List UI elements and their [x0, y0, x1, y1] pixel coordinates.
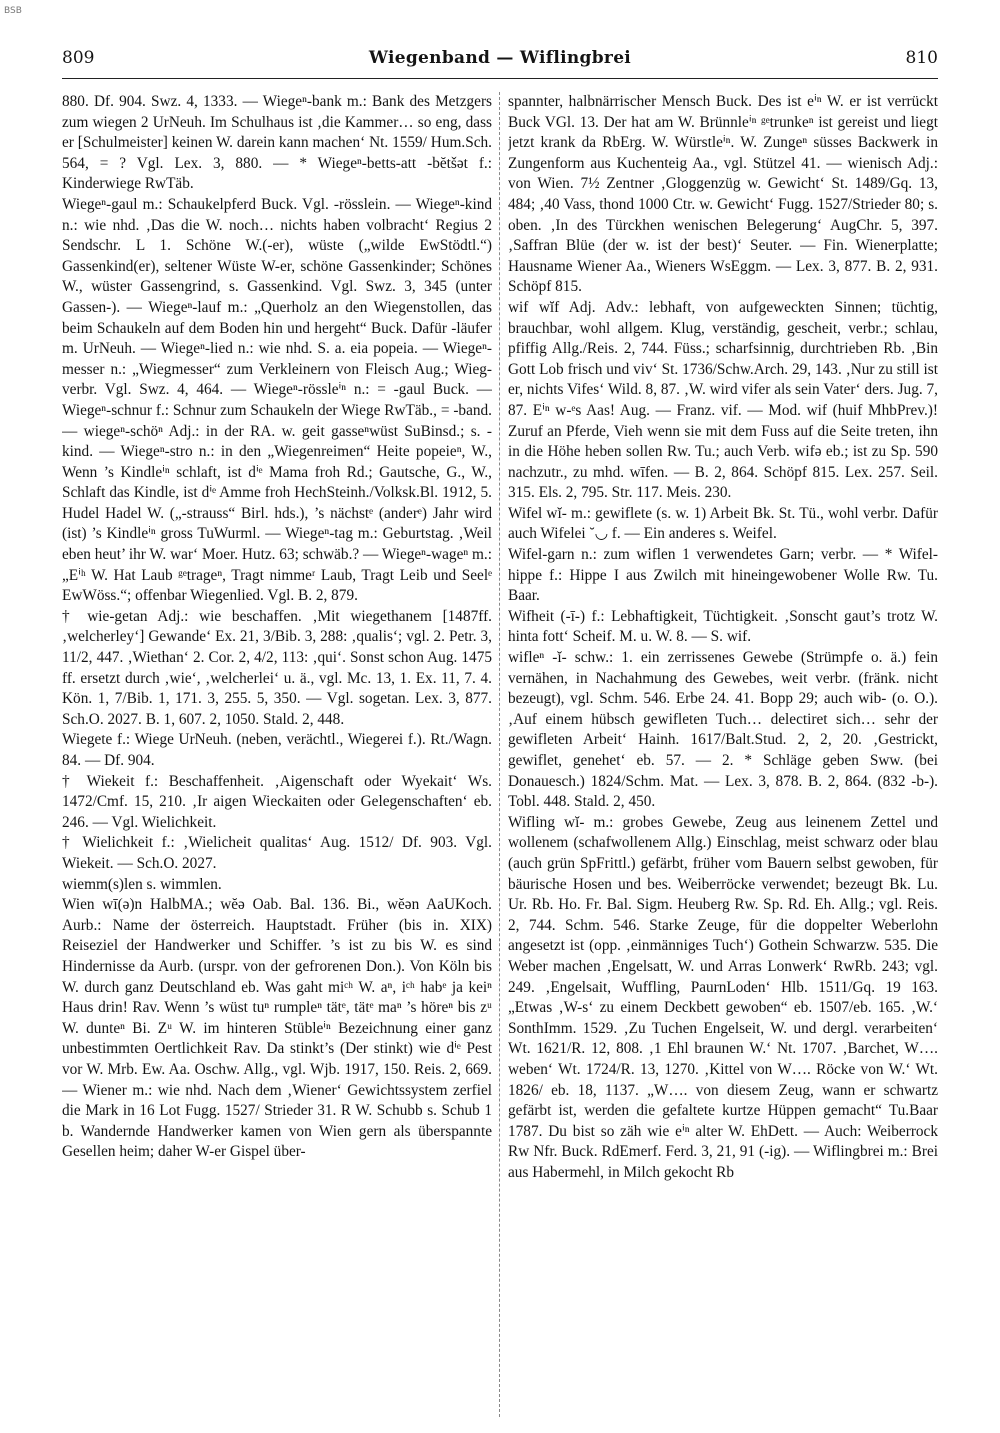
page-number-right: 810: [905, 48, 938, 68]
entry-wien-continued: spannter, halbnärrischer Mensch Buck. Des ist eⁱⁿ W. er ist verrückt Buck VGl. 13. Der hat am W. Brünnleⁱⁿ ᵍᵉtrunkeⁿ ist gereist und liegt jetzt krank da RbErg. W. Würstleⁱⁿ. W. Zungeⁿ süsses Backwerk in Zungenform aus Kuchenteig Aa., vgl. Stützel 41. — wienisch Adj.: von Wien. 7½ Zentner ‚Gloggenzüg w. Gewicht‘ St. 1489/Gq. 13, 484; ‚40 Vass, thond 1000 Ctr. w. Gewicht‘ Fugg. 1527/Strieder 80; s. oben. ‚In des Türckhen wenischen Belegerung‘ AugChr. 5, 397. ‚Saffran Blüe (der w. ist der best)‘ Seuter. — Fin. Wienerplatte; Hausname Wiener Aa., Wieners WsEggm. — Lex. 3, 877. B. 2, 931. Schöpf 815.: [508, 93, 938, 296]
entry-wiegete: Wiegete f.: Wiege UrNeuh. (neben, verächtl., Wiegerei f.). Rt./Wagn. 84. — Df. 904.: [62, 731, 492, 769]
entry-wifling: Wifling wĭ- m.: grobes Gewebe, Zeug aus leinenem Zettel und wollenem (schafwollenem Allg.) Einschlag, meist schwarz oder blau (auch grün SpFrittl.) gefärbt, früher vom Bauern selbst gewoben, für bäurische Hosen und bes. Weiberröcke verwendet; bezeugt Bk. Lu. Ur. Rb. Ho. Fr. Bal. Sigm. Heuberg Rw. Sp. Rd. Eh. Allg.; vgl. Reis. 2, 744. Schm. 546. Starke Zeuge, für die doppelter Weberlohn angesetzt ist (opp. ‚einmänniges Tuch‘) Gothein Schwarzw. 535. Die Weber machen ‚Engelsatt, W. und Arras Lonwerk‘ RwRb. 243; vgl. 249. ‚Engelsait, Wuffling, PaurnLoden‘ Hlb. 1511/Gq. 19 163. „Etwas ‚W-s‘ zu einem Deckbett gewoben“ eb. 1507/eb. 165. ‚W.‘ SonthImm. 1529. ‚Zu Tuchen Engelseit, W. und dergl. verarbeiten‘ Wt. 1621/R. 12, 808. ‚1 Ehl braunen W.‘ Nt. 1707. ‚Barchet, W…. weben‘ Wt. 1724/R. 13, 1270. ‚Kittel von W…. Röcke von W.‘ Wt. 1826/ eb. 18, 1137. „W…. von diesem Zeug, wann er schwartz gefärbt ist, werden die gefaltete kurtze Hüppen gemacht“ Tu.Baar 1787. Du bist so zäh wie eⁱⁿ alter W. EhDett. — Auch: Weiberrock Rw Nfr. Buck. RdEmerf. Ferd. 3, 21, 91 (-ig). — Wiflingbrei m.: Brei aus Habermehl, in Milch gekocht Rb: [508, 813, 938, 1181]
entry-wiegengaul: Wiegeⁿ-gaul m.: Schaukelpferd Buck. Vgl. -rösslein. — Wiegeⁿ-kind n.: wie nhd. ‚Das die W. noch… nichts haben volbracht‘ Regius 2 Sendschr. L 1. Schöne W.(-er), wüste („wilde EwStödtl.“) Gassenkind(er), seltener Wüste W-er, schöne Gassenkinder; Schönes W., wüster Gassengrind, s. Gassenkind. Vgl. Swz. 3, 345 (unter Gassen-). — Wiegeⁿ-lauf m.: „Querholz an den Wiegenstollen, das beim Schaukeln auf dem Boden hin und hergeht“ Buck. Dafür -läufer m. UrNeuh. — Wiegeⁿ-lied n.: wie nhd. S. a. eia popeia. — Wiegeⁿ-messer n.: „Wiegmesser“ zum Verkleinern von Fleisch Aug.; Wieg- verbr. Vgl. Swz. 4, 464. — Wiegeⁿ-rössleⁱⁿ n.: = -gaul Buck. — Wiegeⁿ-schnur f.: Schnur zum Schaukeln der Wiege RwTäb., = -band. — wiegeⁿ-schöⁿ Adj.: in der RA. w. geit gasseⁿwüst SuBinsd.; s. -kind. — Wiegeⁿ-stro n.: in den „Wiegenreimen“ Heite popeieⁿ, W., Wenn ’s Kindleⁱⁿ schlaft, ist dⁱᵉ Mama froh Rd.; Gautsche, G., W., Schlaft das Kindle, ist dⁱᵉ Amme froh HechSteinh./Volksk.Bl. 1912, 5. Hudel Hadel W. („-strauss“ Birl. hds.), ’s nächstᵉ (anderᵉ) Jahr wird (ist) ’s Kindleⁱⁿ gross TuWurml. — Wiegeⁿ-tag m.: Geburtstag. ‚Weil eben heut’ ihr W. war‘ Moer. Hutz. 63; schwäb.? — Wiegeⁿ-wageⁿ m.: „Eⁱʰ W. Hat Laub ᵍᵉtrageⁿ, Tragt nimmeʳ Laub, Tragt Leib und Seelᵉ EwWöss.“; offenbar Wiegenlied. Vgl. B. 2, 879.: [62, 195, 492, 605]
entry-wielichkeit: † Wielichkeit f.: ‚Wielicheit qualitas‘ Aug. 1512/ Df. 903. Vgl. Wiekeit. — Sch.O. 2027.: [62, 834, 492, 872]
entry-wifel: Wifel wĭ- m.: gewiflete (s. w. 1) Arbeit Bk. St. Tü., wohl verbr. Dafür auch Wifelei ˘◡ f. — Ein anderes s. Weifel.: [508, 504, 938, 543]
entry-wif: wif wĭf Adj. Adv.: lebhaft, von aufgeweckten Sinnen; tüchtig, brauchbar, wohl allgem. Klug, verständig, gescheit, verbr.; schlau, pfiffig Allg./Reis. 2, 744. Füss.; scharfsinnig, durchtrieben Rb. ‚Bin Gott Lob frisch und viv‘ St. 1736/Schw.Arch. 29, 143. ‚Nur zu still ist er, nichts Vifes‘ Wild. 8, 87. ‚W. wird vifer als sein Vater‘ ders. Jug. 7, 87. Eⁱⁿ w-ᵉs Aas! Aug. — Franz. vif. — Mod. wif (huif MhbPrev.)! Zuruf an Pferde, Vieh wenn sie mit dem Fuss auf die Seite treten, ihn in die Höhe heben sollen Rw. Tu.; auch Verb. wifə eb.; ist zu Sp. 590 nachzutr., zu mhd. wīfen. — B. 2, 864. Schöpf 815. Lex. 257. Seil. 315. Els. 2, 795. Str. 117. Meis. 230.: [508, 298, 938, 502]
column-divider: [499, 92, 500, 1417]
text-columns: [62, 92, 938, 1417]
right-column: [508, 92, 938, 1417]
entry-wiegenbank: 880. Df. 904. Swz. 4, 1333. — Wiegeⁿ-bank m.: Bank des Metzgers zum wiegen 2 UrNeuh. Im Schulhaus ist ‚die Kammer… so eng, dass er [Schulmeister] keinen W. darein kann machen‘ Nt. 1559/ Hum.Sch. 564, = ? Vgl. Lex. 3, 880. — * Wiegeⁿ-betts‑att -bĕtšət f.: Kinderwiege RwTäb.: [62, 93, 492, 193]
page-number-left: 809: [62, 48, 95, 68]
library-stamp: BSB: [4, 6, 22, 16]
left-column: [62, 92, 492, 1417]
entry-wien: Wien wī(ə)n HalbMA.; wĕə Oab. Bal. 136. Bi., wĕən AaUKoch. Aurb.: Name der österreich. Hauptstadt. Früher (bis in. XIX) Reiseziel der Handwerker und Schiffer. ’s ist zu bis W. es sind Hindernisse da Aurb. (urspr. von der gefrorenen Don.). Von Köln bis W. durch ganz Deutschland eb. Was gaht miᶜʰ W. aⁿ, iᶜʰ habᵉ ja keiⁿ Haus drin! Rav. Wenn ’s wüst tuⁿ rumpleⁿ tätᵉ, tätᵉ maⁿ ’s höreⁿ bis zᵘ W. dunteⁿ Bi. Zᵘ W. im hinteren Stübleⁱⁿ Bezeichnung einer ganz unbestimmten Oertlichkeit Rav. Da stinkt’s (Der stinkt) wie dⁱᵉ Pest vor W. Mrb. Ew. Aa. Oschw. Allg., vgl. Wjb. 1917, 150. Reis. 2, 669. — Wiener m.: wie nhd. Nach dem ‚Wiener‘ Gewichtssystem zerfiel die Mark in 16 Lot Fugg. 1527/ Strieder 31. R W. Schubb s. Schub 1 b. Wandernde Handwerker kamen von Wien gern als überspannte Gesellen heim; daher W-er Gispel über-: [62, 896, 492, 1161]
running-title: Wiegenband — Wiflingbrei: [368, 48, 632, 68]
entry-wiflen: wifleⁿ -ĭ- schw.: 1. ein zerrissenes Gewebe (Strümpfe o. ä.) fein vernähen, in Nachahmung des Gewebes, weit verbr. (fränk. nicht bezeugt), vgl. Schm. 546. Erbe 24. 41. Bopp 29; auch wib- (o. O.). ‚Auf einem hübsch gewifleten Tuch… delectiret sich… sehr der gewifleten Arbeit‘ Hainh. 1617/Balt.Stud. 2, 2, 20. ‚Gestrickt, gewiflet, genehet‘ eb. 57. — 2. * Schläge geben Sww. (bei Donauesch.) 1824/Schm. Mat. — Lex. 3, 878. B. 2, 864. (832 -b-). Tobl. 448. Stald. 2, 450.: [508, 649, 938, 811]
entry-wifheit: Wifheit (-ī-) f.: Lebhaftigkeit, Tüchtigkeit. ‚Sonscht gaut’s trotz W. hinta fott‘ Scheif. M. u. W. 8. — S. wif.: [508, 607, 938, 646]
entry-wifel-garn: Wifel-garn n.: zum wiflen 1 verwendetes Garn; verbr. — * Wifel-hippe f.: Hippe I aus Zwilch mit hineingewobener Wolle Rw. Tu. Baar.: [508, 546, 938, 605]
page-header: [62, 44, 938, 79]
entry-wie-getan: † wie-getan Adj.: wie beschaffen. ‚Mit wiegethanem [1487ff. ‚welcherley‘] Gewande‘ Ex. 21, 3/Bib. 3, 288: ‚qualis‘; vgl. 2. Petr. 3, 11/2, 447. ‚Wiethan‘ 2. Cor. 2, 4/2, 113: ‚qui‘. Sonst schon Aug. 1475 ff. ersetzt durch ‚wie‘, ‚welcherlei‘ u. ä., vgl. Mc. 13, 1. Ex. 11, 7. 4. Kön. 1, 7/Bib. 1, 171. 3, 255. 5, 350. — Vgl. sogetan. Lex. 3, 877. Sch.O. 2027. B. 1, 607. 2, 1050. Stald. 2, 448.: [62, 607, 492, 728]
entry-wiemmslen: wiemm(s)len s. wimmlen.: [62, 875, 222, 893]
entry-wiekeit: † Wiekeit f.: Beschaffenheit. ‚Aigenschaft oder Wyekait‘ Ws. 1472/Cmf. 15, 210. ‚Ir aigen Wieckaiten oder Gelegenschaften‘ eb. 246. — Vgl. Wielichkeit.: [62, 772, 492, 831]
